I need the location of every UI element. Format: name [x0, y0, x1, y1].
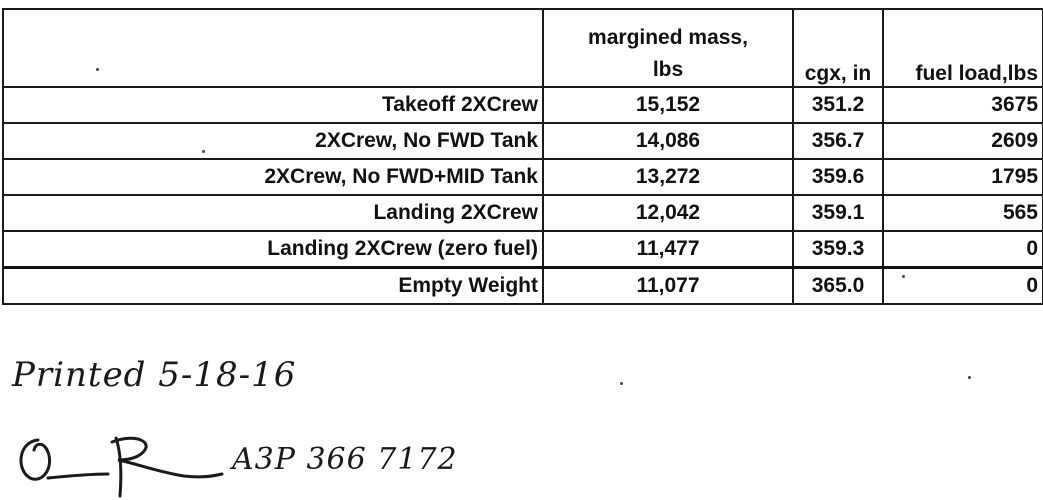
row-mass: 13,272 — [543, 159, 793, 195]
header-mass-line1: margined mass, — [588, 26, 748, 49]
header-cgx: cgx, in — [793, 9, 883, 87]
row-fuel: 1795 — [883, 159, 1043, 195]
row-mass: 12,042 — [543, 195, 793, 231]
mass-properties-table — [2, 8, 1043, 305]
table-row — [3, 268, 1043, 305]
header-margined-mass — [543, 9, 793, 87]
row-label: Takeoff 2XCrew — [3, 87, 543, 123]
table-row — [3, 159, 1043, 195]
row-fuel: 3675 — [883, 87, 1043, 123]
row-label: Landing 2XCrew (zero fuel) — [3, 231, 543, 268]
row-fuel: 0 — [883, 268, 1043, 305]
row-label: Empty Weight — [3, 268, 543, 305]
row-cgx: 351.2 — [793, 87, 883, 123]
table-row — [3, 123, 1043, 159]
table-row — [3, 195, 1043, 231]
scan-speck — [202, 150, 205, 153]
header-label — [3, 9, 543, 87]
row-label: 2XCrew, No FWD+MID Tank — [3, 159, 543, 195]
handwritten-signature-id: A3P 366 7172 — [232, 442, 458, 477]
row-cgx: 359.1 — [793, 195, 883, 231]
table-header-row — [3, 9, 1043, 87]
signature-mark — [8, 420, 228, 500]
row-fuel: 2609 — [883, 123, 1043, 159]
row-mass: 11,477 — [543, 231, 793, 268]
handwritten-printed-date: Printed 5-18-16 — [12, 355, 297, 395]
scan-speck — [96, 68, 99, 71]
header-mass-line2: lbs — [652, 58, 684, 81]
row-cgx: 356.7 — [793, 123, 883, 159]
row-label: Landing 2XCrew — [3, 195, 543, 231]
scan-speck — [902, 275, 905, 278]
scan-speck — [620, 382, 623, 385]
row-cgx: 359.3 — [793, 231, 883, 268]
table-row — [3, 231, 1043, 268]
row-mass: 14,086 — [543, 123, 793, 159]
row-mass: 15,152 — [543, 87, 793, 123]
row-cgx: 359.6 — [793, 159, 883, 195]
row-label: 2XCrew, No FWD Tank — [3, 123, 543, 159]
row-fuel: 0 — [883, 231, 1043, 268]
scan-speck — [968, 376, 971, 379]
row-cgx: 365.0 — [793, 268, 883, 305]
table-row — [3, 87, 1043, 123]
row-fuel: 565 — [883, 195, 1043, 231]
row-mass: 11,077 — [543, 268, 793, 305]
header-fuel-load: fuel load,lbs — [883, 9, 1043, 87]
